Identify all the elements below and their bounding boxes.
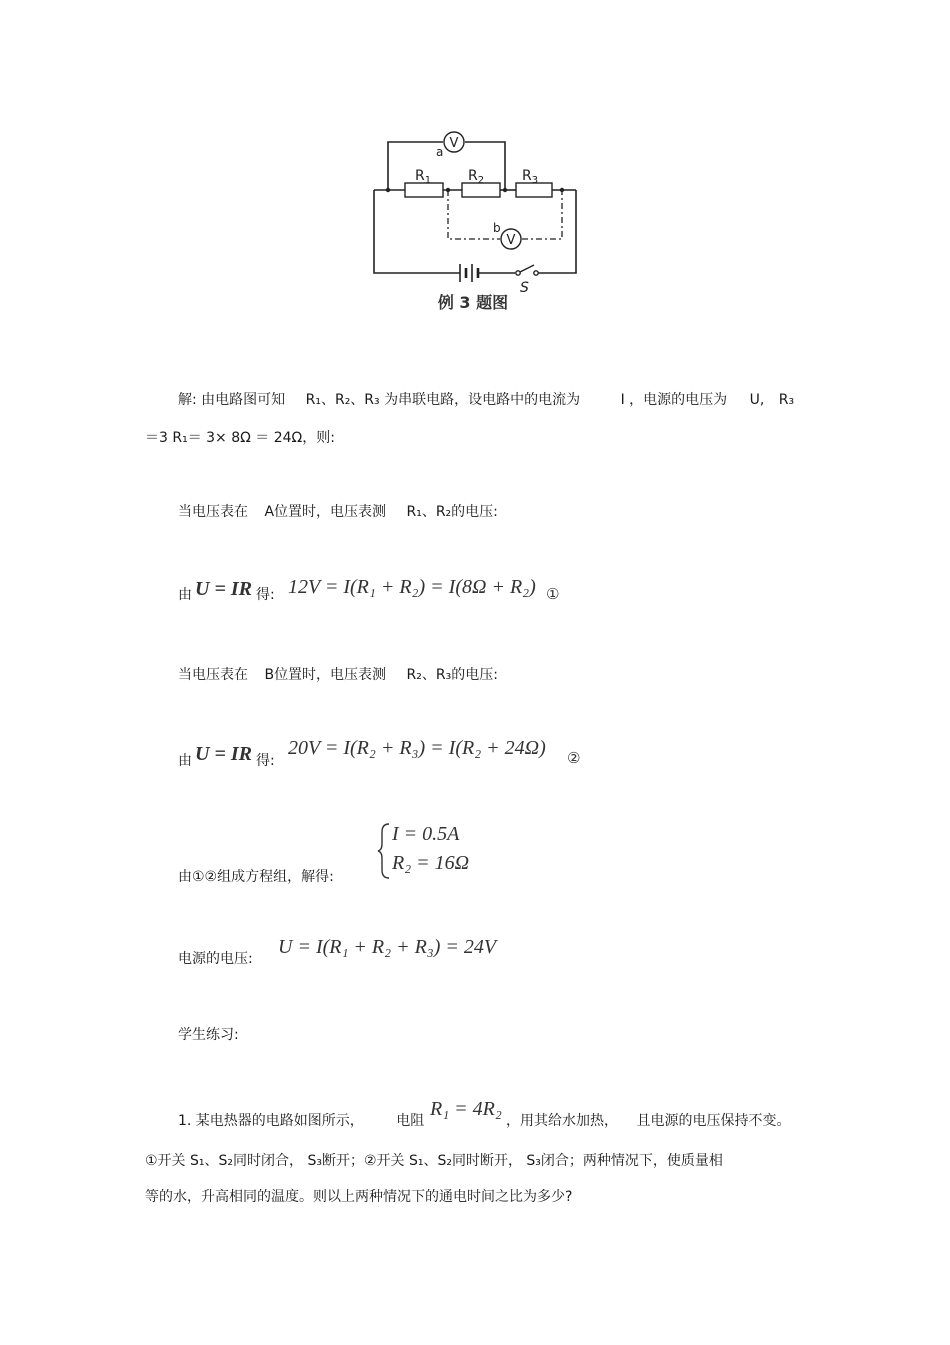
r1-label: $R_1$	[415, 168, 432, 186]
system-brace	[377, 822, 391, 880]
eq1-mark: ①	[546, 585, 560, 603]
case-a-text	[178, 501, 498, 521]
eq1-prefix: 由	[178, 587, 192, 603]
q1-line1-d: 且电源的电压保持不变。	[636, 1113, 791, 1129]
case-a-pos: A	[264, 504, 275, 520]
point-b-label: b	[493, 221, 501, 235]
case-b-p1: 当电压表在	[178, 667, 248, 683]
q1-line2: ①开关 S₁、S₂同时闭合， S₃断开；②开关 S₁、S₂同时断开， S₃闭合；两种情况下，使质量相	[145, 1153, 723, 1169]
q1-line3: 等的水，升高相同的温度。则以上两种情况下的通电时间之比为多少?	[145, 1189, 573, 1205]
eq2-law: U = IR	[195, 743, 252, 765]
voltmeter-b-label: V	[506, 233, 516, 248]
case-a-p3: 的电压:	[451, 504, 498, 520]
practice-heading: 学生练习:	[178, 1027, 239, 1043]
q1-line1	[178, 1110, 424, 1130]
case-b-p2: 位置时，电压表测	[274, 667, 387, 683]
eq2-body: 20V = I(R₂ + R₃) = I(R₂ + 24Ω)	[288, 737, 546, 759]
circuit-diagram	[360, 128, 590, 318]
case-a-p1: 当电压表在	[178, 504, 248, 520]
case-b-res: R₂、R₃	[406, 667, 452, 683]
eq1-law: U = IR	[195, 578, 252, 600]
q1-line1-b: 电阻	[396, 1113, 425, 1129]
battery-icon	[460, 264, 478, 282]
figure-caption: 例 3 题图	[437, 293, 509, 312]
q1-line1-c	[506, 1110, 790, 1130]
intro-r3: R₃	[778, 392, 795, 408]
intro-text-1: 解: 由电路图可知	[178, 392, 286, 408]
supply-label: 电源的电压:	[178, 951, 253, 967]
eq2-suffix: 得:	[256, 753, 275, 769]
intro-text-3: ，电源的电压为	[629, 392, 728, 408]
case-b-p3: 的电压:	[451, 667, 498, 683]
intro-current: I	[620, 392, 625, 408]
solution-intro-line2: ＝3 R₁＝ 3× 8Ω ＝ 24Ω，则:	[145, 430, 335, 446]
system-line1: I = 0.5A	[392, 823, 460, 845]
intro-text-2: 为串联电路，设电路中的电流为	[384, 392, 581, 408]
intro-voltage: U,	[749, 392, 765, 408]
eq1-suffix: 得:	[256, 587, 275, 603]
switch-label: S	[520, 280, 529, 296]
system-label: 由①②组成方程组，解得:	[178, 869, 334, 885]
q1-line1-c-text: ，用其给水加热，	[506, 1113, 618, 1129]
eq2-prefix: 由	[178, 753, 192, 769]
case-b-pos: B	[264, 667, 275, 683]
eq1-body: 12V = I(R₁ + R₂) = I(8Ω + R₂)	[288, 576, 536, 598]
intro-resistors: R₁、R₂、R₃	[305, 392, 380, 408]
switch-icon	[516, 265, 538, 275]
eq2-mark: ②	[567, 749, 581, 767]
case-a-p2: 位置时，电压表测	[274, 504, 387, 520]
supply-body: U = I(R₁ + R₂ + R₃) = 24V	[278, 936, 497, 958]
r3-label: $R_3$	[522, 168, 539, 186]
point-a-label: a	[436, 145, 444, 159]
r2-label: $R_2$	[468, 168, 485, 186]
case-b-text	[178, 664, 498, 684]
system-line2: R₂ = 16Ω	[392, 852, 470, 874]
solution-intro-line1	[178, 389, 794, 409]
q1-formula: R₁ = 4R₂	[430, 1098, 502, 1120]
case-a-res: R₁、R₂	[406, 504, 452, 520]
voltmeter-a-label: V	[449, 136, 459, 151]
q1-line1-a: 1. 某电热器的电路如图所示，	[178, 1113, 364, 1129]
